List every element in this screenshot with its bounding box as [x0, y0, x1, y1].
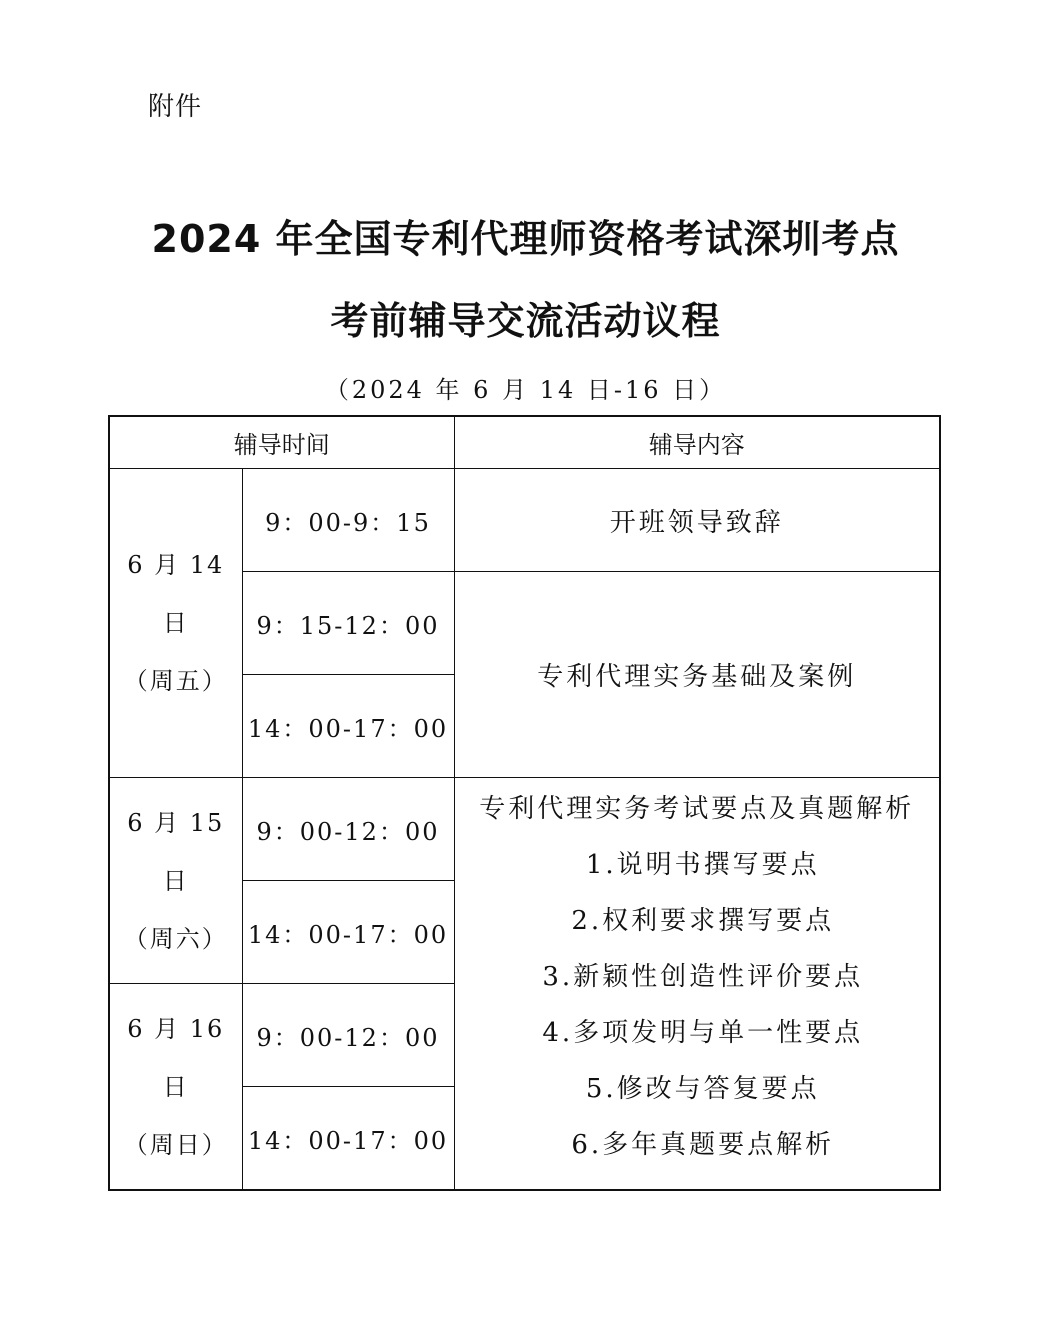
schedule-table: [108, 415, 941, 1191]
date-cell-day-1: [109, 469, 242, 778]
time-cell: 14：00-17：00: [242, 675, 454, 778]
time-cell: 9：00-12：00: [242, 984, 454, 1087]
list-item: 4.多项发明与单一性要点: [542, 1017, 864, 1048]
time-cell: 14：00-17：00: [242, 881, 454, 984]
date-range: （2024 年 6 月 14 日-16 日）: [324, 376, 727, 404]
content-cell-basics: 专利代理实务基础及案例: [454, 572, 940, 778]
date-cell-day-3: [109, 984, 242, 1191]
header-content: 辅导内容: [454, 416, 940, 469]
table-row: [109, 778, 940, 881]
list-item: 6.多年真题要点解析: [571, 1129, 835, 1160]
date-text: 6 月 16 日: [127, 1014, 225, 1101]
list-item: 2.权利要求撰写要点: [571, 905, 835, 936]
attachment-label: 附件: [148, 92, 203, 122]
time-cell: 9：00-9：15: [242, 469, 454, 572]
weekday-text: （周六）: [123, 924, 228, 953]
date-text: 6 月 15 日: [127, 808, 225, 895]
weekday-text: （周五）: [123, 667, 228, 695]
document-title-line-1: 2024 年全国专利代理师资格考试深圳考点: [151, 217, 900, 261]
analysis-heading: 专利代理实务考试要点及真题解析: [479, 793, 915, 824]
time-cell: 9：15-12：00: [242, 572, 454, 675]
time-cell: 14：00-17：00: [242, 1087, 454, 1191]
list-item: 3.新颖性创造性评价要点: [542, 961, 864, 992]
content-cell-analysis: [454, 778, 940, 1191]
weekday-text: （周日）: [123, 1130, 228, 1159]
list-item: 5.修改与答复要点: [585, 1073, 820, 1104]
table-row: [109, 469, 940, 572]
document-title-line-2: 考前辅导交流活动议程: [330, 299, 721, 343]
time-cell: 9：00-12：00: [242, 778, 454, 881]
list-item: 1.说明书撰写要点: [585, 849, 820, 880]
table-header-row: [109, 416, 940, 469]
date-text: 6 月 14 日: [127, 551, 225, 637]
header-time: 辅导时间: [109, 416, 454, 469]
date-cell-day-2: [109, 778, 242, 984]
content-cell-opening: 开班领导致辞: [454, 469, 940, 572]
